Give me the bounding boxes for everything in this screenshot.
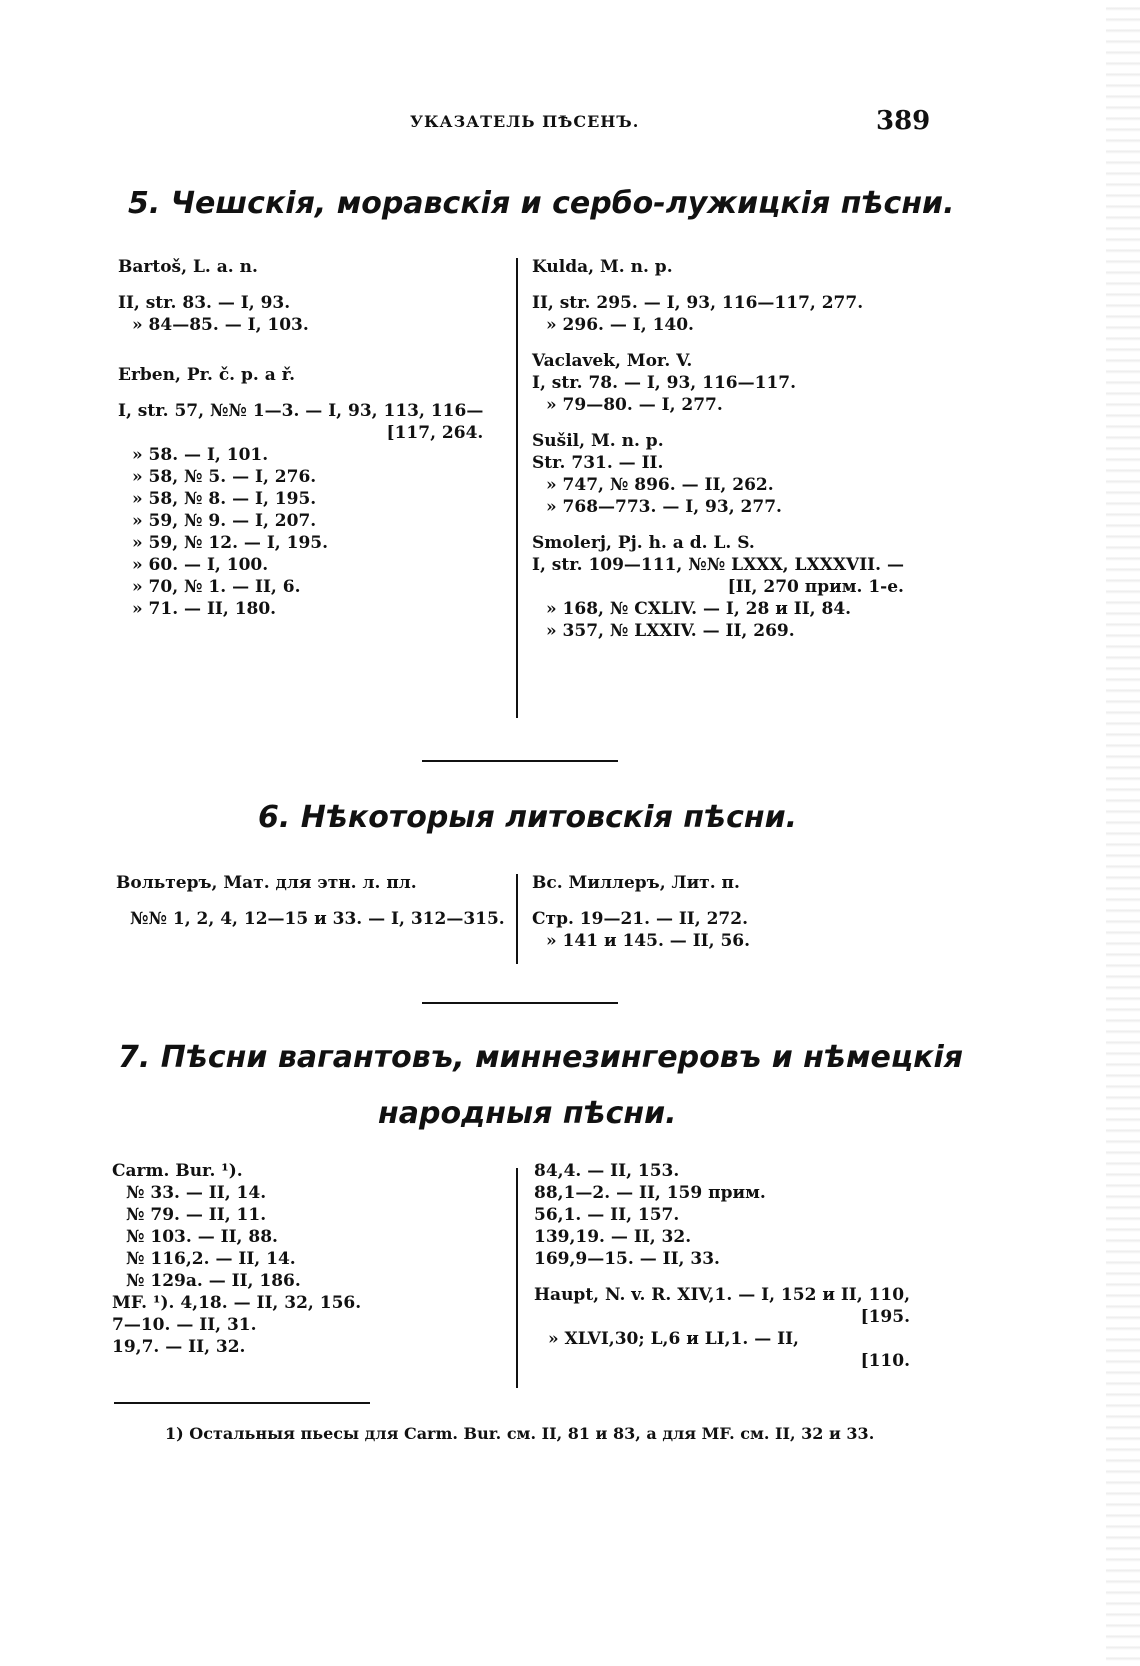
index-entry: № 79. — II, 11. — [126, 1205, 267, 1225]
index-entry: [195. — [860, 1307, 911, 1327]
section-5-right-column — [532, 256, 904, 642]
entry-gap — [532, 336, 904, 350]
index-entry: I, str. 109—111, №№ LXXX, LXXXVII. — — [532, 555, 904, 575]
index-entry: » 357, № LXXIV. — II, 269. — [546, 621, 795, 641]
index-entry: » 747, № 896. — II, 262. — [546, 475, 774, 495]
page-number: 389 — [876, 106, 931, 136]
entry-gap — [532, 518, 904, 532]
entry-gap — [534, 1270, 910, 1284]
index-entry: №№ 1, 2, 4, 12—15 и 33. — I, 312—315. — [130, 909, 505, 929]
index-entry: Bartoš, L. a. n. — [118, 257, 258, 277]
index-entry: № 129a. — II, 186. — [126, 1271, 301, 1291]
index-entry: Kulda, M. n. p. — [532, 257, 673, 277]
index-entry: 88,1—2. — II, 159 прим. — [534, 1183, 766, 1203]
section-separator — [422, 1002, 618, 1004]
footnote-rule — [114, 1402, 370, 1404]
index-entry: II, str. 295. — I, 93, 116—117, 277. — [532, 293, 864, 313]
index-entry: [117, 264. — [386, 423, 484, 443]
index-entry: I, str. 57, №№ 1—3. — I, 93, 113, 116— — [118, 401, 484, 421]
index-entry: Vaclavek, Mor. V. — [532, 351, 693, 371]
index-entry: Вольтеръ, Мат. для этн. л. пл. — [116, 873, 417, 893]
index-entry: » XLVI,30; L,6 и LI,1. — II, — [548, 1329, 799, 1349]
index-entry: [II, 270 прим. 1-е. — [727, 577, 904, 597]
column-divider — [516, 258, 518, 718]
index-entry: » 168, № CXLIV. — I, 28 и II, 84. — [546, 599, 852, 619]
entry-gap — [118, 336, 483, 350]
column-divider — [516, 1168, 518, 1388]
entry-gap — [532, 278, 904, 292]
index-entry: № 103. — II, 88. — [126, 1227, 278, 1247]
index-entry: № 116,2. — II, 14. — [126, 1249, 296, 1269]
index-entry: 169,9—15. — II, 33. — [534, 1249, 720, 1269]
index-entry: Erben, Pr. č. p. a ř. — [118, 365, 295, 385]
entry-gap — [532, 894, 750, 908]
index-entry: 84,4. — II, 153. — [534, 1161, 680, 1181]
index-entry: » 58, № 5. — I, 276. — [132, 467, 317, 487]
section-7-left-column — [112, 1160, 361, 1358]
index-entry: Haupt, N. v. R. XIV,1. — I, 152 и II, 110, — [534, 1285, 911, 1305]
index-entry: » 58. — I, 101. — [132, 445, 269, 465]
index-entry: » 296. — I, 140. — [546, 315, 694, 335]
index-entry: Carm. Bur. ¹). — [112, 1161, 243, 1181]
index-entry: Str. 731. — II. — [532, 453, 664, 473]
entry-gap — [118, 350, 483, 364]
section-7-title-line-1: 7. Пѣсни вагантовъ, миннезингеровъ и нѣмецкія — [118, 1040, 963, 1075]
footnote: 1) Остальныя пьесы для Carm. Bur. см. II, 81 и 83, а для MF. см. II, 32 и 33. — [165, 1424, 875, 1443]
entry-gap — [116, 894, 505, 908]
entry-gap — [532, 416, 904, 430]
index-entry: I, str. 78. — I, 93, 116—117. — [532, 373, 797, 393]
index-entry: II, str. 83. — I, 93. — [118, 293, 291, 313]
index-entry: 56,1. — II, 157. — [534, 1205, 680, 1225]
section-5-title: 5. Чешскія, моравскія и сербо-лужицкія пѣсни. — [128, 186, 955, 221]
index-entry: 7—10. — II, 31. — [112, 1315, 257, 1335]
running-header: УКАЗАТЕЛЬ ПѢСЕНЪ. — [410, 112, 640, 131]
index-entry: MF. ¹). 4,18. — II, 32, 156. — [112, 1293, 362, 1313]
index-entry: Стр. 19—21. — II, 272. — [532, 909, 749, 929]
index-entry: № 33. — II, 14. — [126, 1183, 267, 1203]
entry-gap — [118, 278, 483, 292]
index-entry: 139,19. — II, 32. — [534, 1227, 692, 1247]
entry-gap — [118, 386, 483, 400]
index-entry: » 59, № 12. — I, 195. — [132, 533, 329, 553]
index-entry: 19,7. — II, 32. — [112, 1337, 246, 1357]
index-entry: Smolerj, Pj. h. a d. L. S. — [532, 533, 755, 553]
index-entry: » 71. — II, 180. — [132, 599, 277, 619]
index-entry: » 141 и 145. — II, 56. — [546, 931, 751, 951]
index-entry: Sušil, M. n. p. — [532, 431, 664, 451]
section-7-title-line-2: народныя пѣсни. — [378, 1096, 677, 1131]
index-entry: » 79—80. — I, 277. — [546, 395, 723, 415]
section-6-left-column — [116, 872, 505, 930]
scan-edge-artifact — [1106, 0, 1140, 1666]
section-separator — [422, 760, 618, 762]
index-entry: » 768—773. — I, 93, 277. — [546, 497, 782, 517]
index-entry: » 84—85. — I, 103. — [132, 315, 309, 335]
index-entry: » 59, № 9. — I, 207. — [132, 511, 317, 531]
section-5-left-column — [118, 256, 483, 620]
section-6-title: 6. Нѣкоторыя литовскія пѣсни. — [258, 800, 798, 835]
section-6-right-column — [532, 872, 750, 952]
index-entry: » 58, № 8. — I, 195. — [132, 489, 317, 509]
index-entry: » 60. — I, 100. — [132, 555, 269, 575]
section-7-right-column — [534, 1160, 910, 1372]
index-entry: Вс. Миллеръ, Лит. п. — [532, 873, 740, 893]
column-divider — [516, 874, 518, 964]
index-entry: [110. — [860, 1351, 911, 1371]
index-entry: » 70, № 1. — II, 6. — [132, 577, 301, 597]
